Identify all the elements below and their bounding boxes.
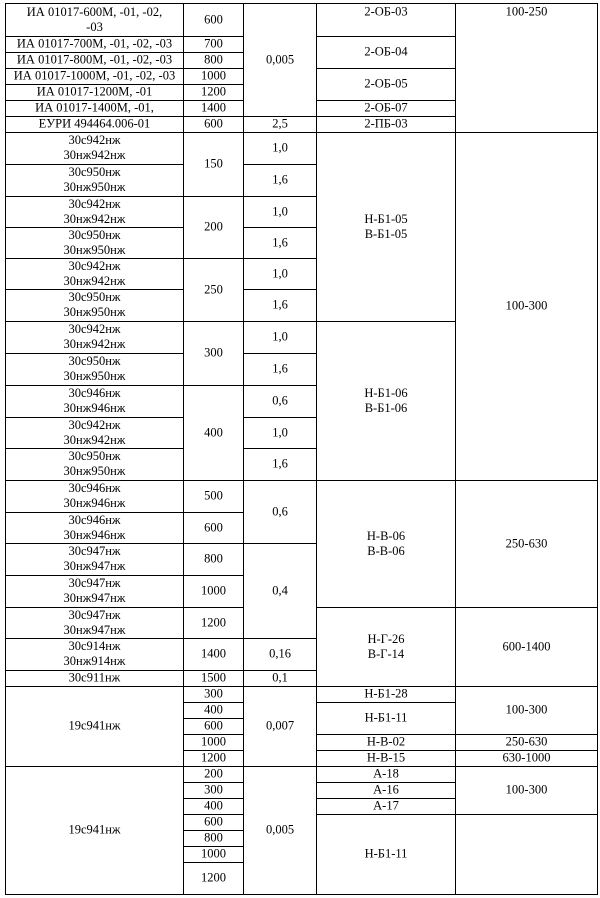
cell-pn: 1,6 bbox=[272, 235, 288, 249]
cell-dn: 1200 bbox=[201, 750, 226, 765]
row-divider bbox=[183, 321, 244, 322]
cell-dn: 600 bbox=[204, 814, 223, 829]
cell-dn: 300 bbox=[204, 345, 223, 360]
cell-dn: 1000 bbox=[201, 583, 226, 598]
cell-model: 30с950нж 30нж950нж bbox=[63, 290, 126, 319]
cell-dn: 1200 bbox=[201, 870, 226, 885]
cell-model: 30с942нж 30нж942нж bbox=[63, 133, 126, 162]
cell-model: 30с946нж 30нж946нж bbox=[63, 512, 126, 542]
cell-dn: 600 bbox=[204, 718, 223, 733]
row-divider bbox=[316, 607, 456, 608]
cell-standard: А-18 bbox=[373, 766, 399, 781]
row-divider bbox=[243, 321, 317, 322]
cell-model: 30с947нж 30нж947нж bbox=[63, 576, 126, 605]
cell-dn: 1200 bbox=[201, 84, 226, 99]
cell-pn: 0,005 bbox=[265, 52, 295, 66]
row-divider bbox=[243, 353, 317, 354]
cell-standard: Н-В-15 bbox=[366, 750, 406, 765]
cell-standard: Н-Б1-28 bbox=[364, 686, 408, 701]
cell-pn: 1,6 bbox=[272, 297, 288, 312]
cell-dn: 1000 bbox=[201, 846, 226, 861]
cell-dn: 400 bbox=[204, 425, 223, 439]
cell-model: ИА 01017-700М, -01, -02, -03 bbox=[16, 36, 173, 51]
cell-pn: 1,0 bbox=[272, 266, 288, 280]
cell-dn: 700 bbox=[204, 36, 223, 51]
cell-dn: 600 bbox=[204, 520, 223, 534]
cell-model: 30с914нж 30нж914нж bbox=[63, 639, 126, 668]
cell-dn: 1000 bbox=[201, 734, 226, 749]
row-divider bbox=[183, 543, 244, 544]
row-divider bbox=[243, 686, 317, 687]
row-divider bbox=[5, 686, 184, 687]
row-divider bbox=[243, 480, 317, 481]
cell-model: 30с946нж 30нж946нж bbox=[63, 481, 126, 510]
row-divider bbox=[243, 196, 317, 197]
cell-pn: 0,007 bbox=[265, 718, 295, 733]
row-divider bbox=[316, 702, 456, 703]
row-divider bbox=[243, 448, 317, 449]
cell-model: ЕУРИ 494464.006-01 bbox=[38, 116, 151, 131]
cell-dn: 1000 bbox=[201, 68, 226, 83]
cell-pn: 1,0 bbox=[272, 425, 288, 439]
cell-dn: 1200 bbox=[201, 615, 226, 629]
cell-pn: 1,0 bbox=[272, 204, 288, 218]
row-divider bbox=[243, 417, 317, 418]
row-divider bbox=[183, 512, 244, 513]
cell-pn: 2,5 bbox=[272, 116, 288, 131]
cell-standard: Н-Г-26 В-Г-14 bbox=[367, 631, 405, 661]
column-divider bbox=[597, 3, 598, 895]
cell-pn: 1,0 bbox=[272, 329, 288, 344]
row-divider bbox=[183, 862, 244, 863]
cell-model: 30с942нж 30нж942нж bbox=[63, 417, 126, 447]
row-divider bbox=[243, 164, 317, 165]
cell-dn: 200 bbox=[204, 766, 223, 781]
row-divider bbox=[316, 68, 456, 69]
cell-pn: 0,4 bbox=[272, 583, 288, 597]
cell-model: 30с942нж 30нж942нж bbox=[63, 322, 126, 351]
row-divider bbox=[455, 132, 598, 133]
cell-standard: 2-ОБ-07 bbox=[364, 100, 408, 115]
table-bottom-border bbox=[5, 894, 598, 895]
cell-dn: 800 bbox=[204, 52, 223, 67]
row-divider bbox=[243, 289, 317, 290]
row-divider bbox=[183, 575, 244, 576]
row-divider bbox=[316, 480, 456, 481]
cell-temperature: 250-630 bbox=[505, 734, 548, 749]
cell-model: ИА 01017-1000М, -01, -02, -03 bbox=[13, 68, 176, 83]
cell-temperature: 250-630 bbox=[505, 536, 548, 550]
cell-dn: 600 bbox=[204, 12, 223, 26]
cell-pn: 0,6 bbox=[272, 393, 288, 408]
cell-model: 30с942нж 30нж942нж bbox=[63, 258, 126, 288]
row-divider bbox=[243, 638, 317, 639]
cell-dn: 150 bbox=[204, 156, 223, 171]
row-divider bbox=[455, 814, 598, 815]
row-divider bbox=[183, 385, 244, 386]
row-divider bbox=[316, 36, 456, 37]
cell-standard: 2-ПБ-03 bbox=[364, 116, 408, 131]
cell-temperature: 100-250 bbox=[505, 4, 548, 19]
cell-model: ИА 01017-1400М, -01, bbox=[35, 100, 154, 115]
cell-model: 30с950нж 30нж950нж bbox=[63, 354, 126, 383]
cell-temperature: 100-300 bbox=[505, 782, 548, 797]
cell-dn: 600 bbox=[204, 116, 223, 131]
cell-standard: 2-ОБ-03 bbox=[364, 4, 408, 19]
row-divider bbox=[183, 196, 244, 197]
cell-model: 30с950нж 30нж950нж bbox=[63, 227, 126, 257]
cell-standard: А-17 bbox=[373, 798, 399, 813]
cell-standard: Н-В-06 В-В-06 bbox=[366, 528, 406, 558]
cell-model: 30с950нж 30нж950нж bbox=[63, 449, 126, 478]
cell-dn: 300 bbox=[204, 686, 223, 701]
cell-dn: 800 bbox=[204, 551, 223, 566]
row-divider bbox=[243, 132, 317, 133]
cell-standard: Н-Б1-06 В-Б1-06 bbox=[364, 385, 408, 415]
cell-dn: 250 bbox=[204, 282, 223, 296]
cell-model: 19с941нж bbox=[68, 718, 121, 733]
cell-model: ИА 01017-600М, -01, -02, -03 bbox=[26, 4, 163, 34]
row-divider bbox=[243, 543, 317, 544]
cell-temperature: 630-1000 bbox=[502, 750, 551, 765]
cell-pn: 0,005 bbox=[265, 822, 295, 837]
cell-standard: А-16 bbox=[373, 782, 399, 797]
cell-dn: 1400 bbox=[201, 100, 226, 115]
cell-standard: Н-В-02 bbox=[366, 734, 406, 749]
row-divider bbox=[455, 686, 598, 687]
cell-model: ИА 01017-800М, -01, -02, -03 bbox=[16, 52, 173, 67]
cell-model: 19с941нж bbox=[68, 822, 121, 837]
row-divider bbox=[316, 132, 456, 133]
cell-dn: 500 bbox=[204, 488, 223, 503]
cell-model: 30с947нж 30нж947нж bbox=[63, 544, 126, 573]
cell-standard: Н-Б1-11 bbox=[364, 846, 408, 861]
row-divider bbox=[316, 321, 456, 322]
row-divider bbox=[455, 480, 598, 481]
row-divider bbox=[455, 766, 598, 767]
cell-temperature: 100-300 bbox=[505, 702, 548, 717]
row-divider bbox=[183, 607, 244, 608]
cell-pn: 0,1 bbox=[272, 670, 288, 685]
cell-dn: 400 bbox=[204, 798, 223, 813]
cell-model: 30с950нж 30нж950нж bbox=[63, 165, 126, 194]
cell-temperature: 600-1400 bbox=[502, 639, 551, 653]
cell-model: 30с942нж 30нж942нж bbox=[63, 196, 126, 226]
row-divider bbox=[243, 766, 317, 767]
row-divider bbox=[183, 132, 244, 133]
cell-dn: 1500 bbox=[201, 670, 226, 685]
row-divider bbox=[243, 385, 317, 386]
row-divider bbox=[5, 766, 184, 767]
row-divider bbox=[183, 638, 244, 639]
cell-dn: 400 bbox=[204, 702, 223, 717]
cell-pn: 0,16 bbox=[269, 646, 291, 661]
row-divider bbox=[455, 607, 598, 608]
row-divider bbox=[316, 814, 456, 815]
cell-model: 30с946нж 30нж946нж bbox=[63, 386, 126, 415]
cell-pn: 1,6 bbox=[272, 456, 288, 471]
cell-dn: 200 bbox=[204, 219, 223, 234]
row-divider bbox=[243, 227, 317, 228]
cell-dn: 1400 bbox=[201, 646, 226, 661]
cell-pn: 0,6 bbox=[272, 504, 288, 518]
row-divider bbox=[183, 258, 244, 259]
cell-standard: Н-Б1-05 В-Б1-05 bbox=[364, 211, 408, 241]
cell-standard: 2-ОБ-04 bbox=[364, 44, 408, 59]
row-divider bbox=[183, 480, 244, 481]
cell-model: 30с947нж 30нж947нж bbox=[63, 607, 126, 637]
cell-temperature: 100-300 bbox=[505, 298, 548, 313]
cell-pn: 1,0 bbox=[272, 140, 288, 155]
cell-standard: Н-Б1-11 bbox=[364, 710, 408, 725]
cell-model: ИА 01017-1200М, -01 bbox=[36, 84, 153, 99]
row-divider bbox=[243, 258, 317, 259]
cell-pn: 1,6 bbox=[272, 361, 288, 376]
cell-model: 30с911нж bbox=[68, 670, 121, 685]
cell-pn: 1,6 bbox=[272, 172, 288, 187]
cell-dn: 800 bbox=[204, 830, 223, 845]
cell-dn: 300 bbox=[204, 782, 223, 797]
cell-standard: 2-ОБ-05 bbox=[364, 76, 408, 91]
